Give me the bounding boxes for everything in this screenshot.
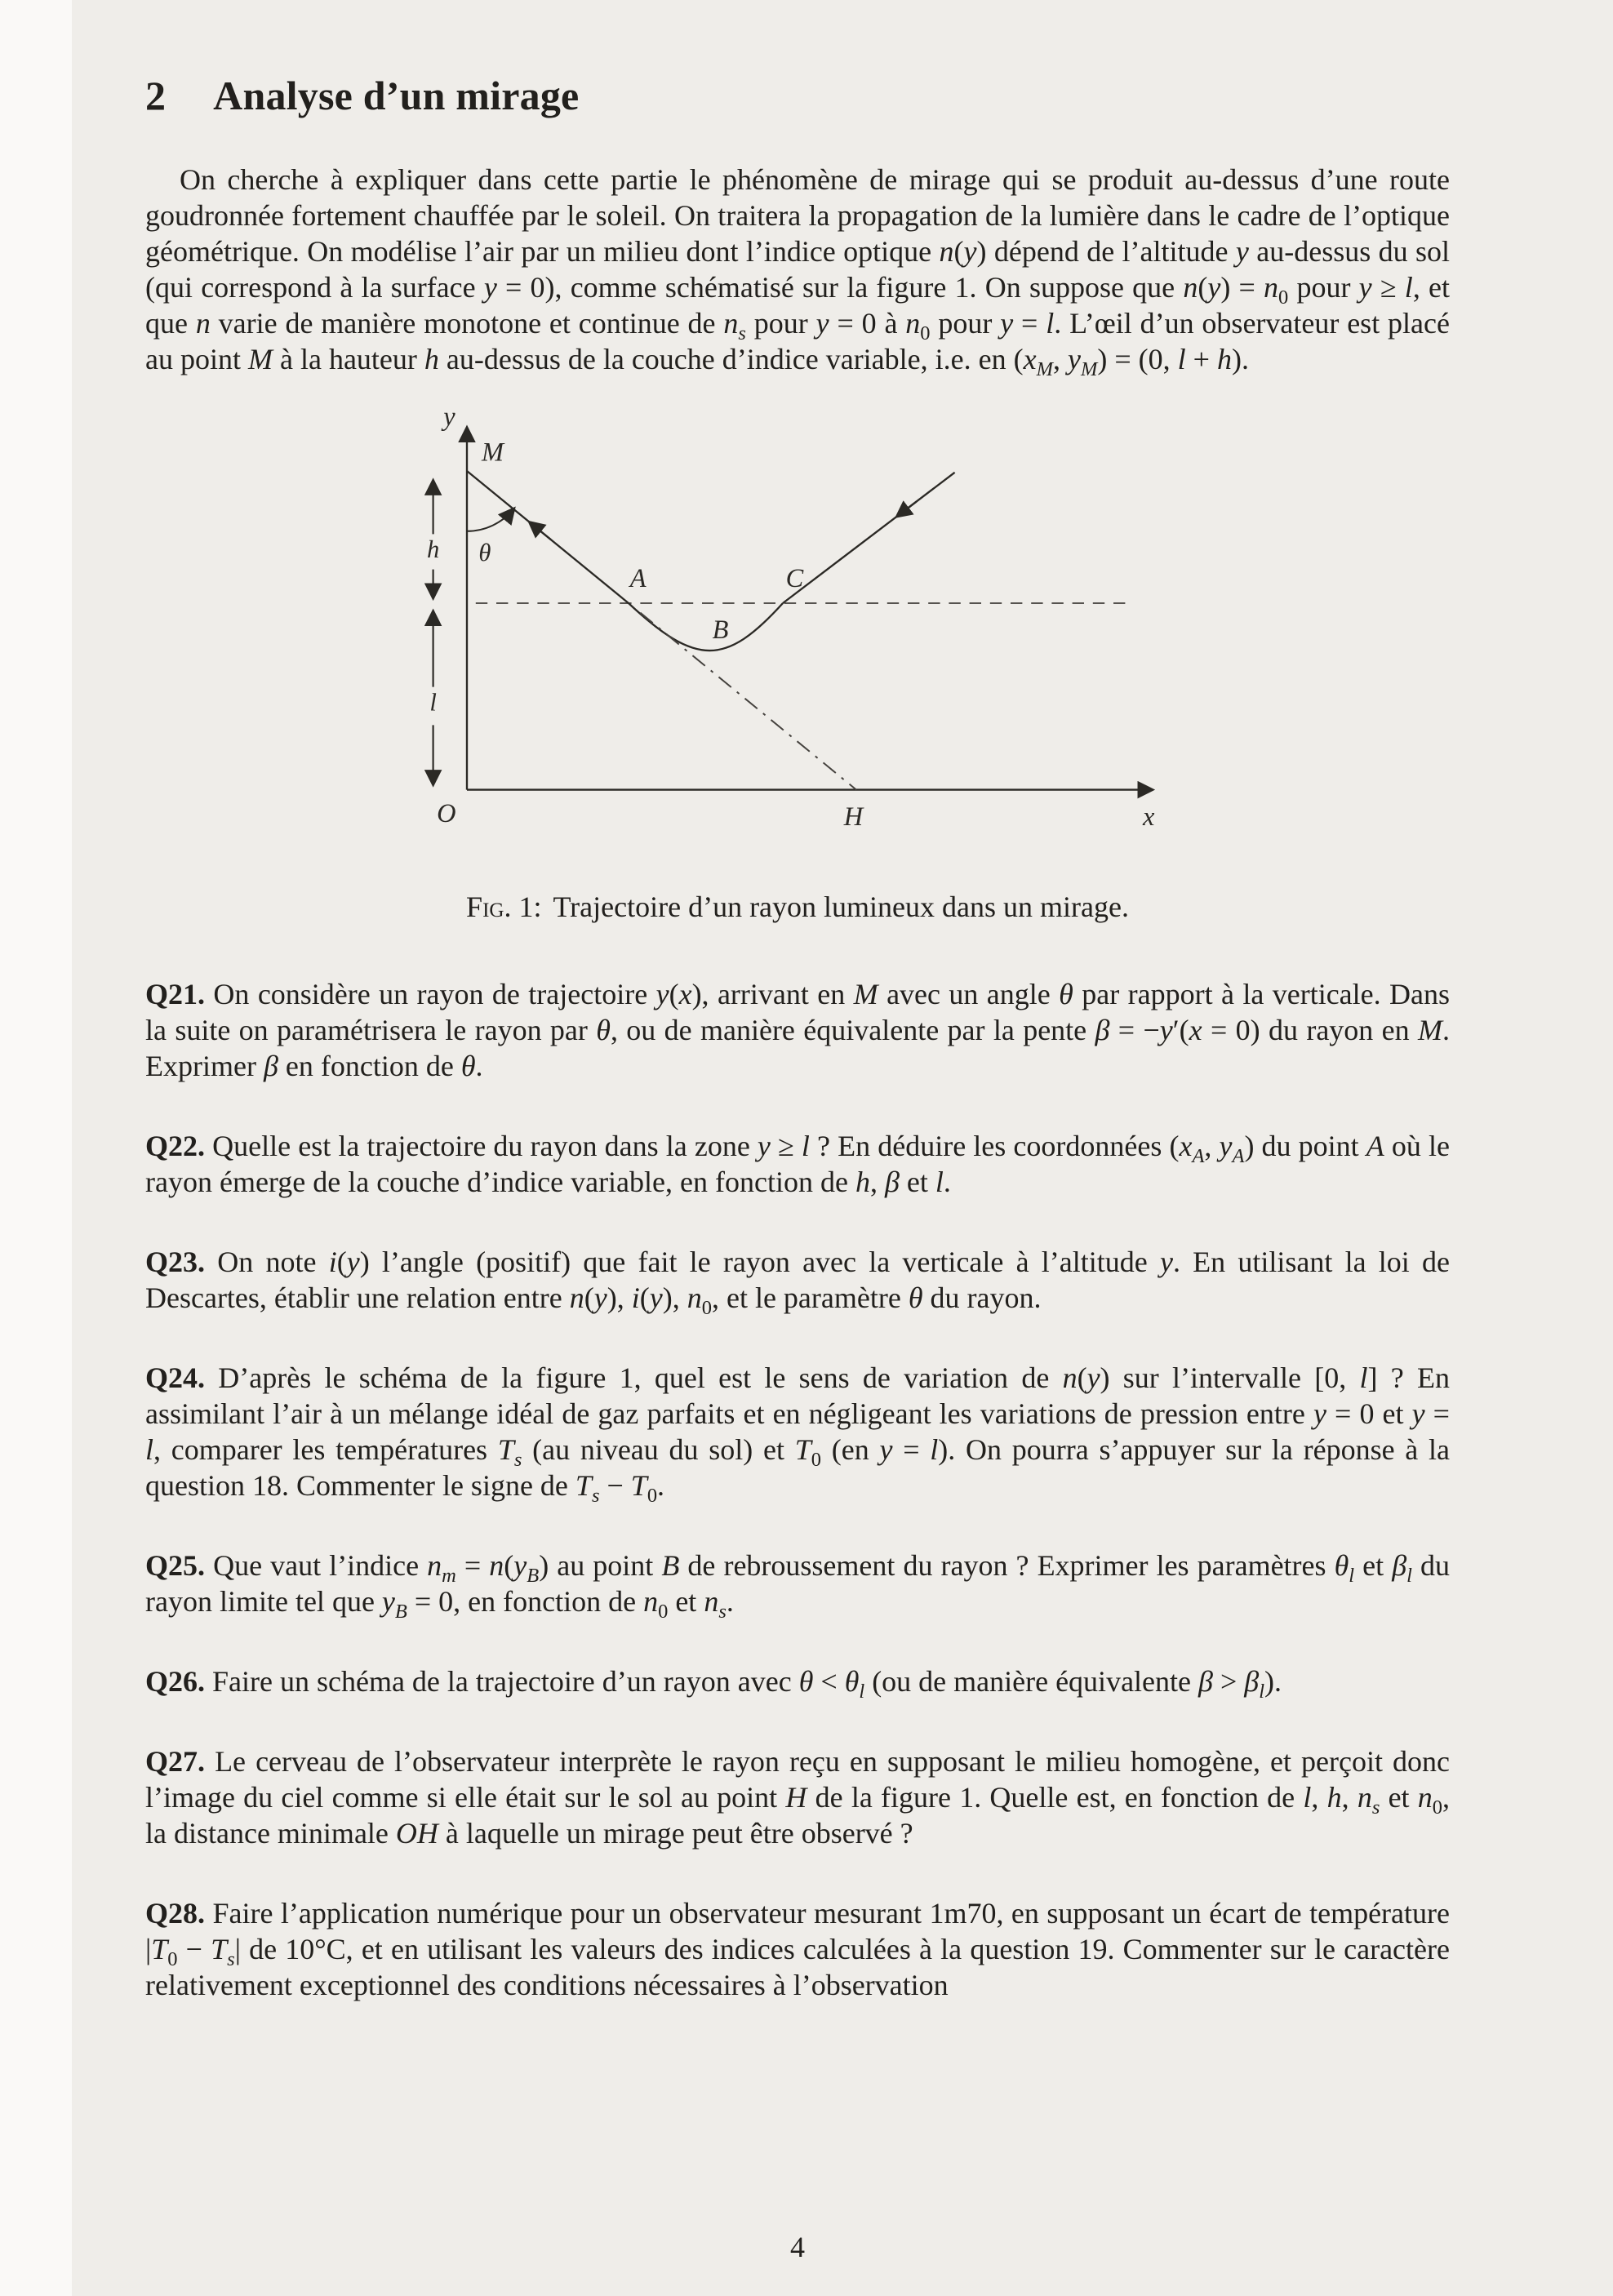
x-axis-label: x	[1143, 802, 1155, 832]
question-text: Quelle est la trajectoire du rayon dans la zone y ≥ l ? En déduire les coordonnées ($x_A$, $y_A$) du point A où le rayon émerge de la couche d’indice variable, en fonction de h, β et l.	[145, 1130, 1451, 1198]
apparent-ray-dash-dot-line	[640, 613, 856, 790]
question-number: Q23.	[145, 1246, 206, 1278]
l-label: l	[429, 688, 437, 717]
question-text: Le cerveau de l’observateur interprète le rayon reçu en supposant le milieu homogène, et perçoit donc l’image du ciel comme si elle était sur le sol au point H de la figure 1. Quelle est, en fonction de l, h, $n_s$ et $n_0$, la distance minimale OH à laquelle un mirage peut être observé ?	[145, 1745, 1451, 1850]
question-q26	[145, 1663, 1450, 1703]
ray-curve-a-b-c	[629, 603, 783, 651]
question-text: Faire un schéma de la trajectoire d’un rayon avec $\theta < \theta_l$ (ou de manière équivalente $\beta > \beta_l$).	[212, 1665, 1282, 1703]
question-text: On considère un rayon de trajectoire y(x), arrivant en M avec un angle θ par rapport à la verticale. Dans la suite on paramétrisera le rayon par θ, ou de manière équivalente par la pente β = −y′(x = 0) du rayon en M. Exprimer β en fonction de θ.	[145, 978, 1451, 1082]
question-q28	[145, 1895, 1450, 2003]
question-text: On note i(y) l’angle (positif) que fait le rayon avec la verticale à l’altitude y. En utilisant la loi de Descartes, établir une relation entre n(y), i(y), $n_0$, et le paramètre θ du rayon.	[145, 1246, 1451, 1320]
ray-direction-arrow-toward-m	[530, 522, 550, 540]
intro-paragraph: On cherche à expliquer dans cette partie le phénomène de mirage qui se produit au-dessus d’une route goudronnée fortement chauffée par le soleil. On traitera la propagation de la lumière dans le cadre de l’optique géométrique. On modélise l’air par un milieu dont l’indice optique n(y) dépend de l’altitude y au-dessus du sol (qui correspond à la surface y = 0), comme schématisé sur la figure 1. On suppose que $n(y) = n_0$ pour y ≥ l, et que n varie de manière monotone et continue de $n_s$ pour y = 0 à $n_0$ pour y = l. L’œil d’un observateur est placé au point M à la hauteur h au-dessus de la couche d’indice variable, i.e. en ($x_M$, $y_M) = (0$, l + h).	[145, 163, 1450, 381]
section-heading	[145, 72, 1450, 119]
question-q21	[145, 976, 1450, 1084]
question-number: Q27.	[145, 1745, 206, 1778]
scan-edge-left	[0, 0, 72, 2296]
question-number: Q22.	[145, 1130, 206, 1162]
theta-angle-arc	[467, 509, 513, 531]
point-c-label: C	[785, 564, 804, 594]
y-axis-label: y	[443, 405, 455, 433]
page-content	[145, 72, 1450, 2047]
point-m-label: M	[482, 437, 504, 468]
point-h-label: H	[843, 802, 864, 832]
section-title: Analyse d’un mirage	[213, 73, 580, 118]
h-label: h	[426, 535, 440, 564]
ray-segment-c-out	[783, 473, 955, 603]
question-text: Faire l’application numérique pour un observateur mesurant 1m70, en supposant un écart de température $|T_0 - T_s|$ de 10°C, et en utilisant les valeurs des indices calculées à la question 19. Commenter sur le caractère relativement exceptionnel des conditions nécessaires à l’observation	[145, 1897, 1450, 2001]
question-q23	[145, 1244, 1451, 1320]
question-q22	[145, 1128, 1450, 1200]
question-number: Q25.	[145, 1549, 206, 1582]
figure-caption	[145, 890, 1450, 924]
question-text: D’après le schéma de la figure 1, quel est le sens de variation de n(y) sur l’intervalle [0, l] ? En assimilant l’air à un mélange idéal de gaz parfaits et en négligeant les variations de pression entre y = 0 et y = l, comparer les températures $T_s$ (au niveau du sol) et $T_0$ (en y = l). On pourra s’appuyer sur la réponse à la question 18. Commenter le signe de $T_s - T_0$.	[145, 1361, 1451, 1508]
question-q24	[145, 1360, 1451, 1508]
figure-caption-text: Trajectoire d’un rayon lumineux dans un mirage.	[553, 890, 1129, 923]
question-q27	[145, 1743, 1450, 1851]
questions-section	[145, 976, 1450, 2003]
page-number: 4	[790, 2231, 805, 2263]
figure-1	[145, 405, 1450, 924]
question-text: Que vaut l’indice $n_m = n(y_B)$ au point B de rebroussement du rayon ? Exprimer les paramètres $\theta_l$ et $\beta_l$ du rayon limite tel que $y_B = 0$, en fonction de $n_0$ et $n_s$.	[145, 1549, 1451, 1623]
origin-label: O	[437, 799, 456, 829]
ray-direction-arrow-toward-c	[897, 501, 916, 516]
figure-caption-label: Fig. 1:	[466, 890, 542, 923]
section-number: 2	[145, 73, 167, 118]
question-number: Q26.	[145, 1665, 206, 1698]
mirage-ray-diagram	[408, 405, 1187, 846]
point-b-label: B	[712, 615, 729, 646]
question-number: Q24.	[145, 1361, 206, 1394]
point-a-label: A	[629, 564, 647, 594]
theta-label: θ	[478, 538, 491, 566]
question-number: Q28.	[145, 1897, 206, 1930]
question-number: Q21.	[145, 978, 206, 1010]
question-q25	[145, 1548, 1451, 1623]
